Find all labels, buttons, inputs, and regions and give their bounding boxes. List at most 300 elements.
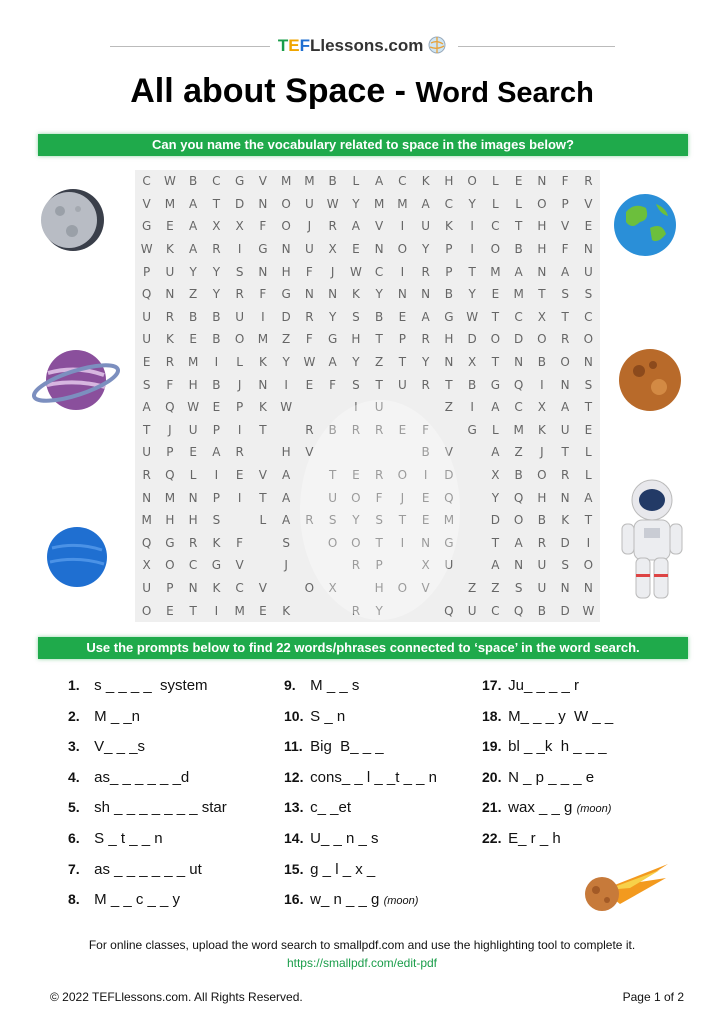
grid-cell: M [513,287,524,302]
grid-cell: N [165,287,175,302]
grid-cell: N [421,287,431,302]
grid-cell: A [561,400,570,415]
grid-cell: J [284,558,288,573]
grid-cell: R [212,242,221,257]
grid-cell: T [468,264,476,279]
prompt-item [482,738,607,755]
grid-cell: G [258,242,268,257]
grid-cell [251,554,274,577]
grid-cell: L [585,468,592,483]
grid-cell: U [328,490,338,505]
grid-cell [414,396,437,419]
grid-cell: D [444,468,454,483]
grid-cell: R [374,422,384,437]
moon-image [40,187,106,253]
grid-cell: U [304,242,314,257]
grid-cell: B [212,332,221,347]
prompt-number: 19. [482,738,502,755]
grid-cell: C [514,309,523,324]
grid-cell: R [305,422,314,437]
grid-cell: I [237,422,242,437]
grid-cell: C [142,174,151,189]
grid-cell [391,554,414,577]
prompt-item [284,708,345,725]
page-number: Page 1 of 2 [622,990,684,1004]
prompt-item [482,769,594,786]
smallpdf-link[interactable]: https://smallpdf.com/edit-pdf [286,956,438,970]
prompt-item [284,769,437,786]
grid-cell: S [352,377,360,392]
grid-cell: N [560,377,570,392]
grid-cell: X [537,309,546,324]
grid-cell: O [351,490,361,505]
grid-cell: D [467,332,477,347]
grid-cell: U [188,422,198,437]
grid-cell: N [258,377,268,392]
grid-cell: Z [491,581,500,596]
neptune-image [46,526,108,588]
prompt-text: M _ _n [94,707,141,725]
grid-cell: O [281,196,291,211]
grid-cell: B [375,309,384,324]
prompt-number: 17. [482,677,502,693]
grid-cell: I [423,468,428,483]
grid-cell: T [142,422,151,437]
grid-cell: E [352,242,360,257]
grid-cell [298,396,321,419]
grid-cell: B [537,355,546,370]
grid-cell: Y [352,513,360,528]
grid-cell: N [583,581,593,596]
grid-cell: U [142,332,152,347]
grid-cell: U [235,309,245,324]
grid-cell: S [352,309,360,324]
grid-cell: I [400,264,405,279]
grid-cell: T [375,377,383,392]
grid-cell: L [492,174,499,189]
grid-cell: Q [165,400,175,415]
grid-cell: S [212,513,221,528]
grid-cell: E [584,422,593,437]
grid-cell: M [234,603,245,618]
grid-cell: R [421,377,430,392]
grid-cell: L [352,174,360,189]
grid-cell: K [258,400,267,415]
prompt-text: g _ l _ x _ [310,860,376,878]
grid-cell: T [398,355,407,370]
grid-cell: F [422,422,430,437]
grid-cell: W [187,400,200,415]
grid-cell [391,441,414,464]
grid-cell: A [491,400,500,415]
grid-cell: K [282,603,291,618]
grid-cell: H [444,174,454,189]
grid-cell: J [237,377,242,392]
grid-cell: C [491,603,500,618]
grid-cell: M [257,332,269,347]
grid-cell: C [235,581,244,596]
grid-cell: S [142,377,151,392]
grid-cell: R [305,309,314,324]
grid-cell [275,419,298,442]
grid-cell: I [237,490,242,505]
grid-cell: E [398,309,407,324]
grid-cell: D [560,535,570,550]
grid-cell: R [421,264,430,279]
grid-cell: Q [165,468,175,483]
grid-cell: O [397,242,408,257]
grid-cell: M [397,196,408,211]
grid-cell: C [491,219,500,234]
grid-cell: Q [513,490,524,505]
grid-cell: M [187,355,199,370]
grid-cell: G [165,535,175,550]
grid-cell: J [307,219,312,234]
prompt-text: as_ _ _ _ _ _d [94,768,190,786]
prompt-item [482,830,561,847]
grid-cell: I [540,377,544,392]
grid-cell: A [561,264,570,279]
grid-cell: S [282,535,290,550]
grid-cell: K [561,513,570,528]
prompt-number: 7. [68,860,80,877]
grid-cell: A [375,174,384,189]
grid-cell: B [212,309,221,324]
grid-cell: E [514,174,523,189]
prompt-text: E_ r _ h [508,830,561,847]
grid-cell: S [584,377,593,392]
grid-cell: Y [282,355,290,370]
prompt-text: U_ _ n _ s [310,830,379,847]
logo: TEFLlessons.com [0,36,724,56]
prompt-text: M _ _ c _ _ y [94,891,181,909]
grid-cell: I [470,242,474,257]
grid-cell: T [398,513,407,528]
grid-cell: L [259,513,267,528]
grid-cell [298,464,321,487]
grid-cell: H [351,332,361,347]
prompt-number: 11. [284,738,303,755]
grid-cell [251,441,274,464]
grid-cell: J [400,490,405,505]
prompt-number: 14. [284,830,304,846]
grid-cell: Z [282,332,291,347]
grid-cell: D [281,309,291,324]
grid-cell: U [397,377,407,392]
grid-cell: M [304,174,315,189]
grid-cell: N [421,535,431,550]
prompt-note: (moon) [576,803,612,816]
grid-cell: W [326,196,339,211]
grid-cell: A [514,535,523,550]
grid-cell: N [328,287,338,302]
grid-cell: O [397,581,408,596]
grid-cell: Y [189,264,197,279]
grid-cell: X [328,242,337,257]
banner-instructions-top: Can you name the vocabulary related to space in the images below? [38,134,688,156]
grid-cell: R [351,603,361,618]
grid-cell: L [492,422,499,437]
grid-cell: D [235,196,245,211]
grid-cell: E [189,332,197,347]
grid-cell: N [444,355,454,370]
prompt-item [68,830,163,847]
prompt-item [284,861,375,878]
grid-cell: M [513,422,524,437]
grid-cell: N [537,264,547,279]
grid-cell: C [374,264,384,279]
grid-cell: O [234,332,245,347]
grid-cell: C [584,309,593,324]
grid-cell: G [444,535,454,550]
grid-cell: N [258,264,268,279]
grid-cell: Y [468,196,476,211]
comet-image [580,860,670,914]
grid-cell: Y [468,287,476,302]
grid-cell: J [540,445,544,460]
grid-cell: O [490,242,501,257]
grid-cell: K [258,355,267,370]
grid-cell: I [470,219,474,234]
grid-cell: N [583,355,593,370]
grid-cell: S [584,287,593,302]
grid-cell: K [444,219,453,234]
grid-cell: Q [513,603,524,618]
grid-cell: V [142,196,151,211]
prompt-number: 13. [284,799,304,816]
grid-cell: I [284,377,288,392]
grid-cell: H [165,513,175,528]
grid-cell: R [235,287,244,302]
grid-cell: B [537,603,546,618]
grid-cell: B [328,422,337,437]
grid-cell: L [585,445,592,460]
grid-cell: B [328,174,337,189]
grid-cell: A [282,513,291,528]
grid-cell: V [235,558,244,573]
grid-cell: E [352,468,360,483]
prompt-text: V_ _ _s [94,738,146,756]
grid-cell: F [375,490,383,505]
grid-cell: O [351,535,361,550]
grid-cell: B [189,309,198,324]
grid-cell: A [351,219,360,234]
grid-cell: G [141,219,152,234]
grid-cell [298,486,321,509]
grid-cell: U [374,400,384,415]
prompt-text: wax _ _ g [508,799,573,817]
banner-instructions-bottom: Use the prompts below to find 22 words/phrases connected to ‘space’ in the word search. [38,637,688,659]
grid-cell [344,441,367,464]
grid-cell: P [212,422,220,437]
grid-cell: R [328,219,337,234]
grid-cell: R [421,332,430,347]
grid-cell: E [421,513,430,528]
grid-cell: I [354,400,358,415]
grid-cell: R [374,468,384,483]
grid-cell: B [421,445,430,460]
grid-cell: H [281,445,291,460]
grid-cell: O [141,603,152,618]
prompt-text: M_ _ _ y W _ _ [508,707,614,725]
grid-cell: C [514,400,523,415]
grid-cell: H [537,219,547,234]
grid-cell: T [259,490,267,505]
grid-cell: F [259,219,267,234]
grid-cell: K [351,287,360,302]
grid-cell: O [513,513,524,528]
prompt-item [284,677,359,694]
mars-image [617,347,683,413]
grid-cell: D [560,603,570,618]
grid-cell: W [140,242,153,257]
grid-cell: I [470,400,474,415]
grid-cell: K [537,422,546,437]
grid-cell: G [327,332,338,347]
grid-cell: I [214,468,219,483]
grid-cell: N [142,490,152,505]
grid-cell [368,441,391,464]
grid-cell: P [212,490,220,505]
grid-cell: M [490,264,501,279]
grid-cell: Q [444,603,454,618]
grid-cell: E [166,603,174,618]
grid-cell: P [561,196,569,211]
prompt-number: 4. [68,768,80,785]
grid-cell: S [561,558,569,573]
grid-cell: C [444,196,454,211]
prompt-item [68,891,180,908]
prompt-text: cons_ _ l _ _t _ _ n [310,768,437,786]
grid-cell: T [445,377,453,392]
grid-cell: U [560,422,570,437]
grid-cell: M [141,513,152,528]
grid-cell: L [515,196,522,211]
prompt-text: s _ _ _ _ system [94,677,208,694]
prompt-item [482,799,611,816]
grid-cell: X [328,581,337,596]
grid-cell [461,441,484,464]
grid-cell: E [491,287,500,302]
grid-cell: A [189,242,198,257]
grid-cell [391,599,414,622]
grid-cell: A [212,445,221,460]
grid-cell: G [234,174,245,189]
grid-cell: O [537,196,547,211]
grid-cell [275,577,298,600]
grid-cell: A [421,309,430,324]
grid-cell: E [584,219,593,234]
grid-cell [321,599,344,622]
grid-cell: N [537,174,547,189]
grid-cell: O [327,535,338,550]
grid-cell: N [258,196,268,211]
prompt-item [284,799,351,816]
grid-cell: Y [212,287,221,302]
grid-cell: P [445,242,453,257]
grid-cell: W [303,355,316,370]
grid-cell: T [491,355,500,370]
grid-cell: V [258,174,267,189]
prompt-note: (moon) [383,895,419,908]
prompt-text: S _ n [310,707,346,725]
grid-cell: P [166,445,174,460]
grid-cell [461,509,484,532]
grid-cell [391,396,414,419]
grid-cell: I [400,535,405,550]
grid-cell: Y [212,264,221,279]
prompt-item [68,708,140,725]
grid-cell: Z [375,355,384,370]
grid-cell: N [514,558,524,573]
grid-cell: W [466,309,479,324]
grid-cell: R [188,535,198,550]
grid-cell: S [328,513,337,528]
grid-cell: T [328,468,337,483]
grid-cell: B [468,377,477,392]
grid-cell: T [491,309,500,324]
grid-cell: N [514,355,524,370]
grid-cell: T [584,400,593,415]
prompt-text: bl _ _k h _ _ _ [508,738,607,756]
grid-cell: R [305,513,314,528]
grid-cell: I [237,242,242,257]
prompt-number: 9. [284,677,296,693]
grid-cell: J [168,422,172,437]
grid-cell: V [584,196,593,211]
grid-cell: G [467,422,477,437]
grid-cell: U [537,558,547,573]
grid-cell: I [400,219,405,234]
prompt-text: Ju_ _ _ _ r [508,677,580,694]
grid-cell: Z [468,581,477,596]
grid-cell: T [538,287,546,302]
grid-cell: N [560,581,570,596]
grid-cell: Y [375,603,383,618]
prompt-text: c_ _et [310,799,352,817]
grid-cell: E [421,490,430,505]
grid-cell: N [281,242,291,257]
grid-cell: V [444,445,453,460]
grid-cell: O [537,332,547,347]
grid-cell: A [514,264,523,279]
grid-cell: Y [491,490,500,505]
grid-cell: S [514,581,523,596]
prompt-number: 2. [68,707,80,724]
grid-cell: P [143,264,151,279]
prompt-number: 22. [482,830,502,846]
grid-cell: B [444,287,453,302]
prompt-number: 5. [68,799,80,816]
grid-cell: T [189,603,197,618]
prompt-text: S _ t _ _ n [94,830,163,847]
prompt-number: 3. [68,738,80,755]
grid-cell [228,509,251,532]
grid-cell: O [583,332,594,347]
grid-cell: R [165,355,175,370]
grid-cell: E [398,422,407,437]
grid-cell: G [490,377,501,392]
grid-cell: V [258,468,267,483]
grid-cell: S [235,264,244,279]
grid-cell: G [211,558,222,573]
grid-cell: Y [375,287,383,302]
grid-cell: N [583,242,593,257]
grid-cell [251,532,274,555]
prompt-text: N _ p _ _ _ e [508,768,595,786]
grid-cell: K [212,581,221,596]
grid-cell: I [586,535,591,550]
